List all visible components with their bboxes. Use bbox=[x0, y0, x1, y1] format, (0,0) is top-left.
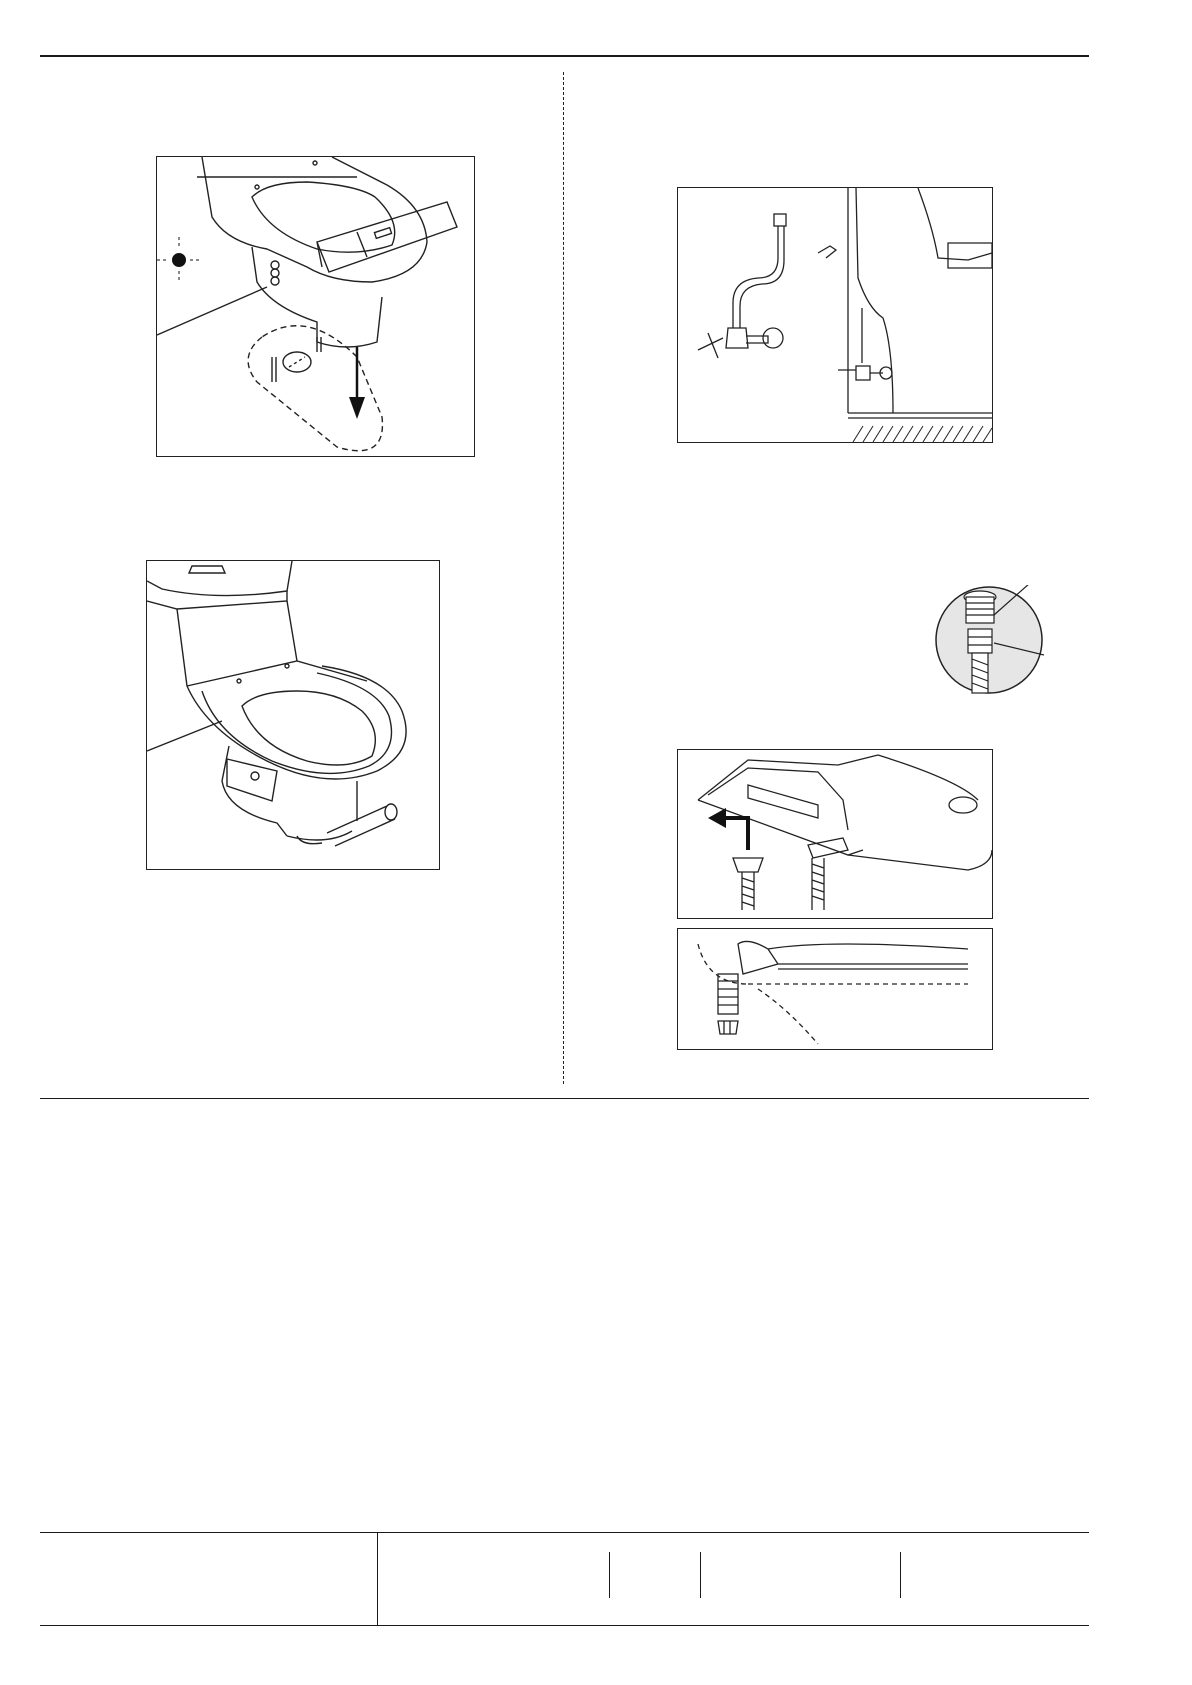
supply-line-figure bbox=[677, 187, 993, 443]
footer-divider-2 bbox=[700, 1552, 701, 1598]
top-rule bbox=[40, 55, 1089, 57]
footer-top-rule bbox=[40, 1532, 1089, 1533]
footer-divider-main bbox=[377, 1532, 378, 1625]
seat-bracket-figure bbox=[677, 749, 993, 919]
footer-divider-1 bbox=[609, 1552, 610, 1598]
column-divider bbox=[563, 72, 564, 1084]
seat-side-figure bbox=[677, 928, 993, 1050]
footer-table bbox=[40, 1532, 1089, 1626]
seat-bracket-bolt-diagram-icon bbox=[678, 750, 992, 918]
footer-bottom-rule bbox=[40, 1625, 1089, 1626]
footer-divider-3 bbox=[900, 1552, 901, 1598]
seat-side-profile-diagram-icon bbox=[678, 929, 992, 1049]
bowl-install-figure bbox=[156, 156, 475, 457]
toilet-bowl-install-diagram-icon bbox=[157, 157, 474, 456]
water-supply-valve-diagram-icon bbox=[678, 188, 992, 442]
installed-toilet-diagram-icon bbox=[147, 561, 439, 869]
threaded-connector-detail-icon bbox=[934, 585, 1044, 695]
connector-detail-figure bbox=[934, 585, 1044, 695]
installed-toilet-figure bbox=[146, 560, 440, 870]
section-rule bbox=[40, 1098, 1089, 1099]
